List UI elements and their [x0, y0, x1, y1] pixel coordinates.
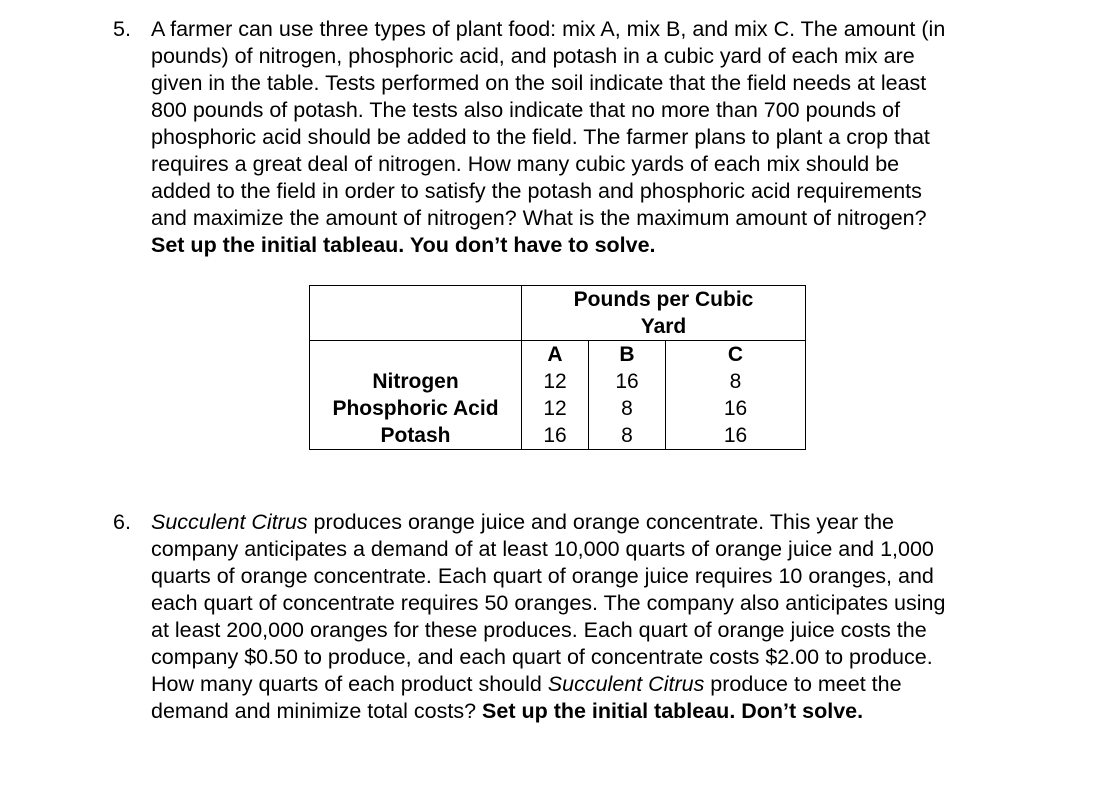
- table-cell: 16: [615, 370, 639, 393]
- problem-5-line: 800 pounds of potash. The tests also indicate that no more than 700 pounds of: [151, 98, 901, 122]
- table-row: [310, 341, 806, 450]
- problem-5-line: added to the field in order to satisfy the potash and phosphoric acid requirements: [151, 179, 922, 203]
- column-b: [589, 341, 666, 450]
- problem-6: [113, 509, 1043, 725]
- row-label-potash: Potash: [380, 424, 451, 447]
- problem-6-line-text: produce to meet the: [704, 672, 902, 696]
- table-cell: 16: [723, 397, 748, 420]
- problem-6-text: [151, 509, 1043, 725]
- table-header-line: Pounds per Cubic: [573, 288, 754, 311]
- problem-5-line: given in the table. Tests performed on the soil indicate that the field needs at least: [151, 71, 927, 95]
- problem-5-line: pounds) of nitrogen, phosphoric acid, and potash in a cubic yard of each mix are: [151, 44, 915, 68]
- column-a: [522, 341, 589, 450]
- plant-food-table: [309, 285, 806, 450]
- problem-6-line: [151, 671, 1043, 698]
- table-corner-cell: [310, 286, 522, 341]
- problem-6-line-text: produces orange juice and orange concentrate. This year the: [307, 510, 894, 534]
- problem-6-line-text: How many quarts of each product should: [151, 672, 548, 696]
- row-label-phosphoric-acid: Phosphoric Acid: [332, 397, 499, 420]
- column-c: [666, 341, 806, 450]
- problem-6-line: [151, 698, 1043, 725]
- table-cell: 8: [621, 397, 633, 420]
- table-cell: 12: [543, 370, 567, 393]
- table-cell: 16: [543, 424, 567, 447]
- problem-6-line: [151, 509, 1043, 536]
- column-header-b: B: [619, 343, 635, 366]
- problem-6-number: 6.: [113, 510, 131, 534]
- problem-5-text: [151, 16, 1043, 259]
- problem-5: [113, 16, 1043, 259]
- table-header-row: [310, 286, 806, 341]
- row-label-spacer: [316, 341, 515, 368]
- row-label-nitrogen: Nitrogen: [372, 370, 459, 393]
- table-cell: 8: [621, 424, 633, 447]
- problem-5-line: phosphoric acid should be added to the field. The farmer plans to plant a crop that: [151, 125, 930, 149]
- problem-6-line: company $0.50 to produce, and each quart of concentrate costs $2.00 to produce.: [151, 645, 933, 669]
- problem-5-line: and maximize the amount of nitrogen? What is the maximum amount of nitrogen?: [151, 206, 927, 230]
- problem-6-line: at least 200,000 oranges for these produces. Each quart of orange juice costs the: [151, 618, 927, 642]
- company-name: Succulent Citrus: [547, 672, 705, 696]
- table-cell: 12: [543, 397, 567, 420]
- problem-5-number: 5.: [113, 17, 131, 41]
- table-header-line: Yard: [640, 315, 687, 338]
- column-header-a: A: [547, 343, 563, 366]
- problem-5-line: requires a great deal of nitrogen. How many cubic yards of each mix should be: [151, 152, 900, 176]
- problem-6-instruction: Set up the initial tableau. Don’t solve.: [482, 699, 864, 723]
- problem-5-line: A farmer can use three types of plant food: mix A, mix B, and mix C. The amount (in: [151, 17, 946, 41]
- problem-6-line: each quart of concentrate requires 50 oranges. The company also anticipates using: [151, 591, 946, 615]
- problem-6-line-text: demand and minimize total costs?: [151, 699, 483, 723]
- table-cell: 8: [729, 370, 742, 393]
- company-name: Succulent Citrus: [151, 510, 308, 534]
- table-header-cell: [522, 286, 806, 341]
- column-header-c: C: [727, 343, 744, 366]
- problem-5-instruction: Set up the initial tableau. You don’t have to solve.: [151, 233, 656, 257]
- problem-6-line: quarts of orange concentrate. Each quart of orange juice requires 10 oranges, and: [151, 564, 934, 588]
- table-cell: 16: [723, 424, 748, 447]
- problem-6-line: company anticipates a demand of at least 10,000 quarts of orange juice and 1,000: [151, 537, 934, 561]
- table-row-labels: [310, 341, 522, 450]
